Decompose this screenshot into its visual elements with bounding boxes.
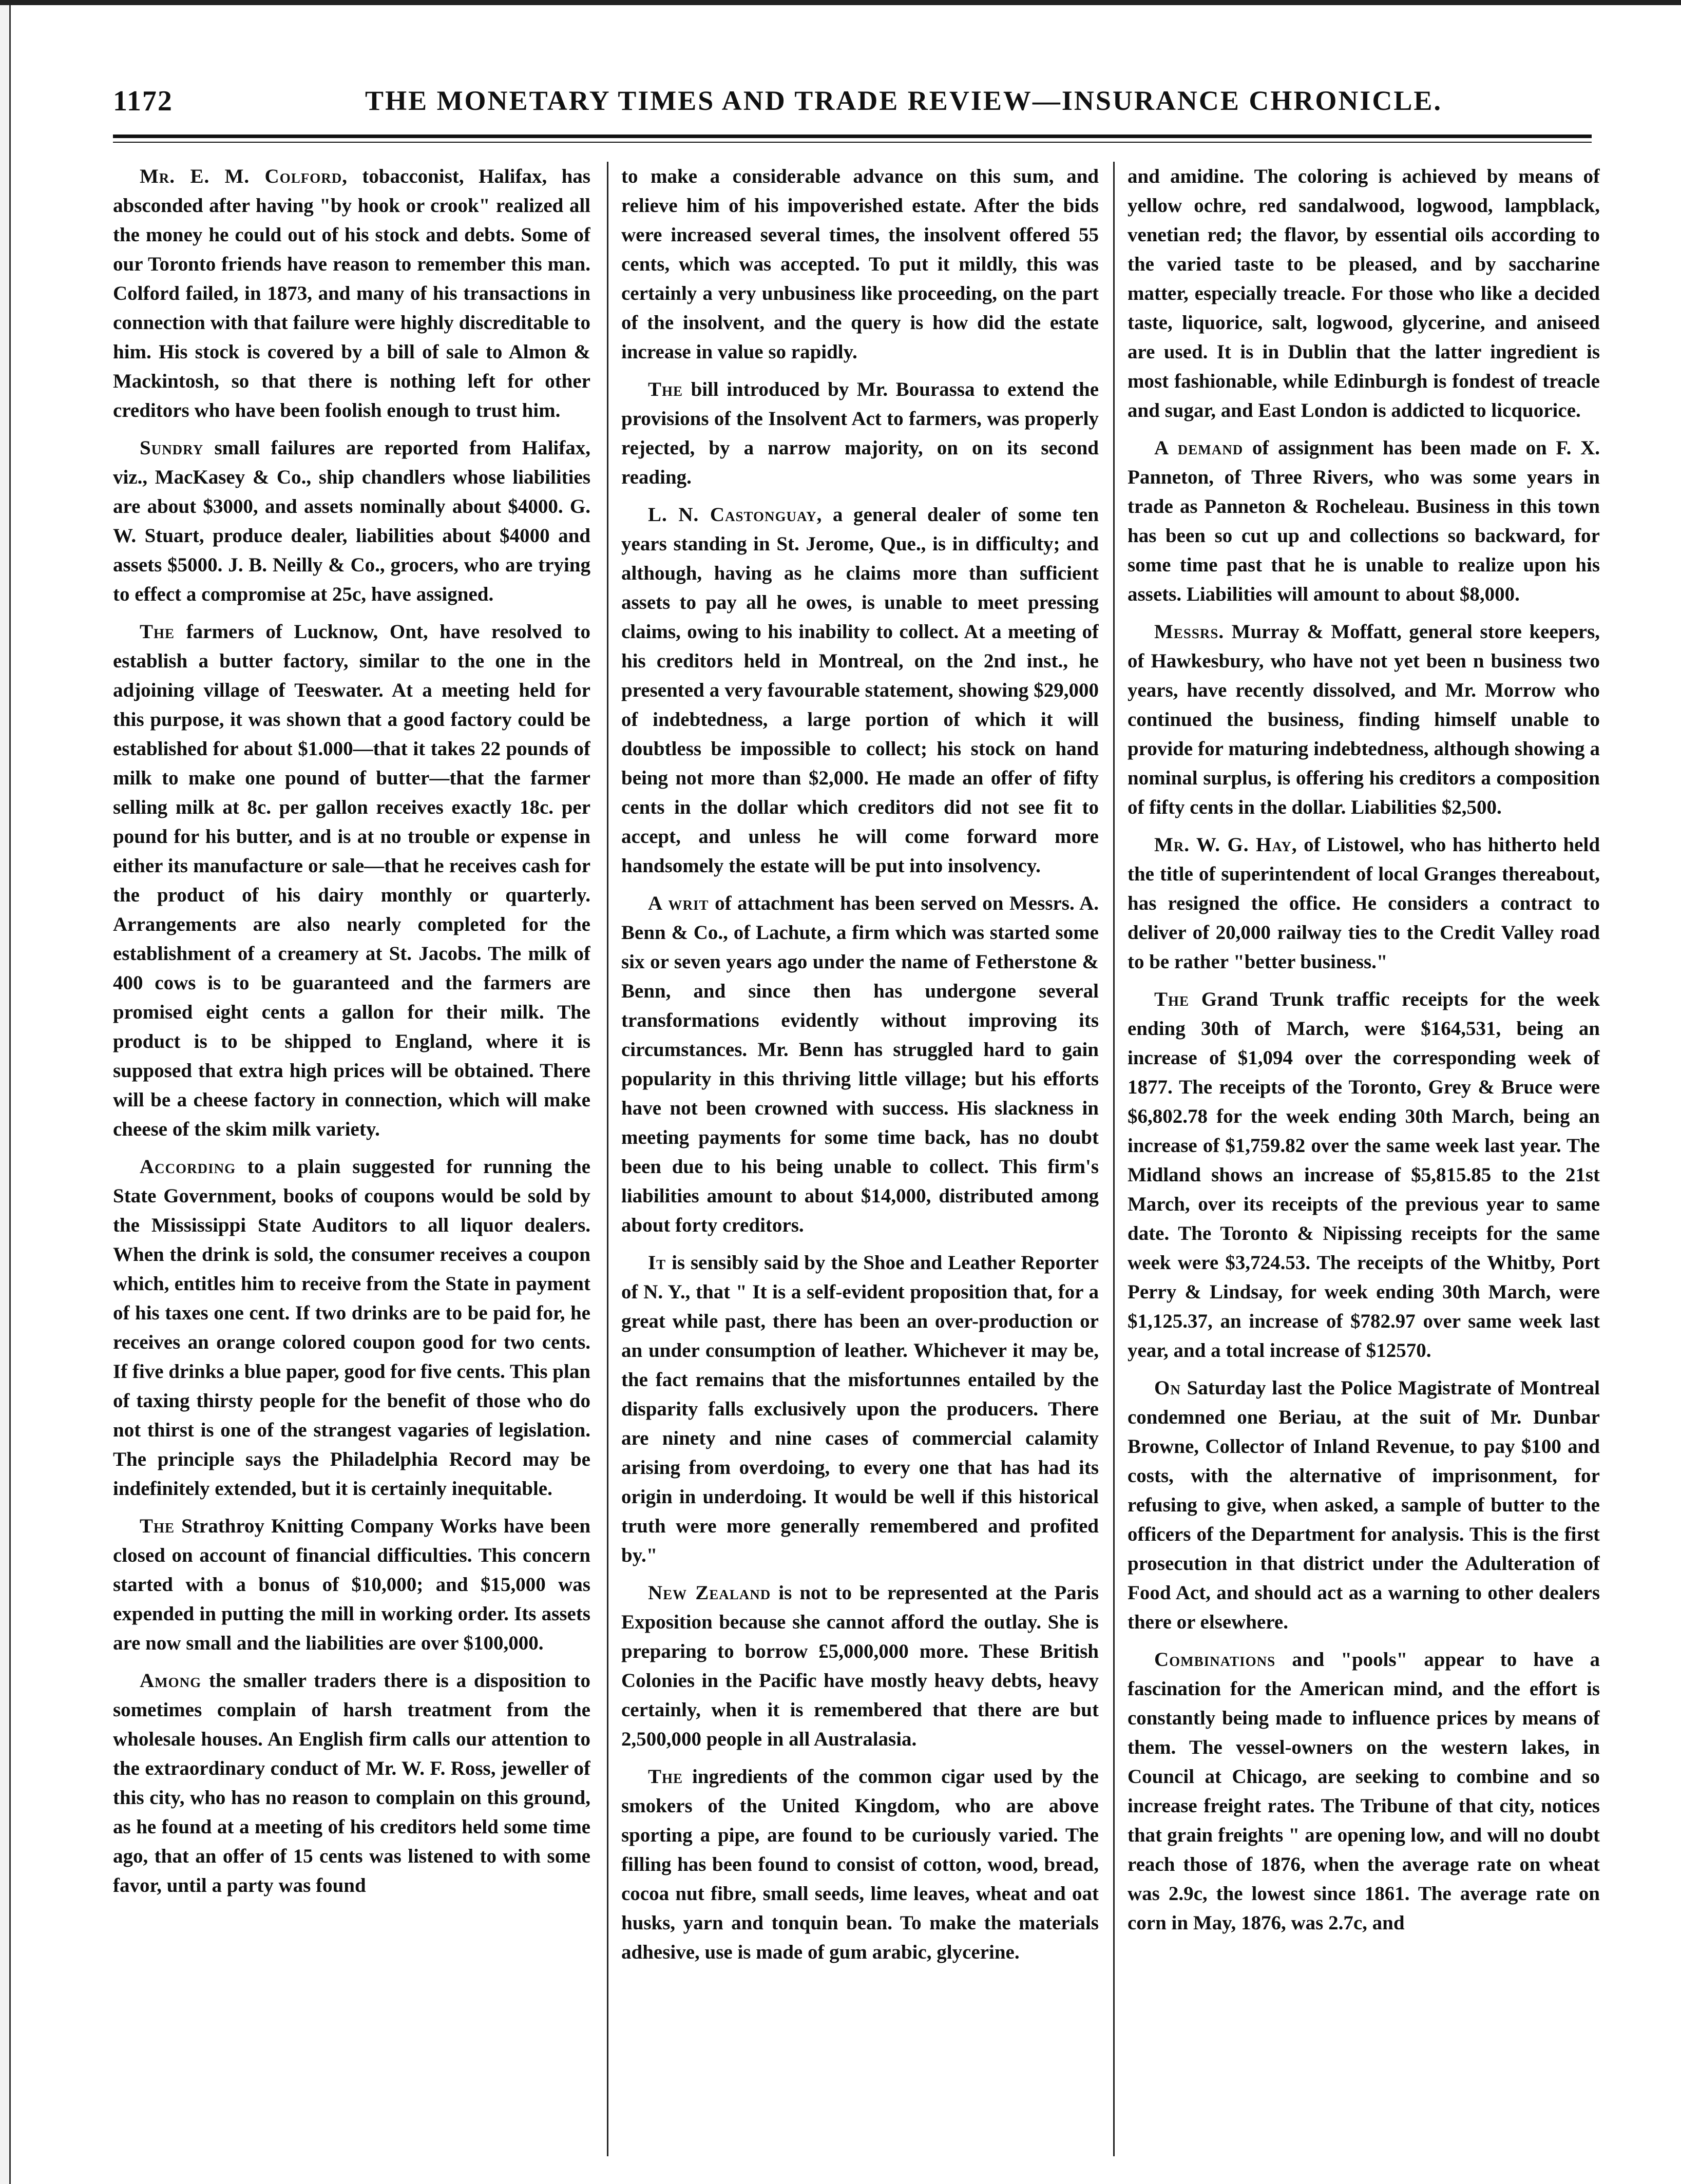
article-paragraph — [1128, 1373, 1600, 1637]
paragraph-text: and amidine. The coloring is achieved by means of yellow ochre, red sandalwood, logwood, lampblack, venetian red; the flavor, by essential oils according to the varied taste to be pleased, and by saccharine matter, especially treacle. For those who like a decided taste, liquorice, salt, logwood, glycerine, and aniseed are used. It is in Dublin that the latter ingredient is most fashionable, while Edinburgh is fondest of treacle and sugar, and East London is addicted to licquorice. — [1128, 165, 1600, 422]
article-paragraph — [113, 1152, 590, 1503]
paragraph-lead: Combinations — [1154, 1649, 1276, 1671]
article-paragraph — [1128, 162, 1600, 425]
paragraph-lead: The — [648, 378, 683, 400]
article-paragraph — [113, 617, 590, 1144]
article-paragraph — [621, 1248, 1099, 1570]
article-paragraph — [621, 1578, 1099, 1754]
paragraph-lead: L. N. Castonguay, — [648, 504, 823, 526]
paragraph-lead: Messrs. — [1154, 621, 1225, 643]
article-paragraph — [1128, 1645, 1600, 1938]
paragraph-lead: It — [648, 1252, 666, 1274]
paragraph-text: Saturday last the Police Magistrate of Montreal condemned one Beriau, at the suit of Mr. Dunbar Browne, Collector of Inland Revenue, to pay $100 and costs, with the alternative of imprisonment, for refusing to give, when asked, a sample of butter to the officers of the Department for analysis. This is the first prosecution in that district under the Adulteration of Food Act, and should act as a warning to other dealers there or elsewhere. — [1128, 1377, 1600, 1633]
paragraph-lead: Mr. E. M. Colford, — [140, 165, 348, 187]
binding-edge — [0, 0, 11, 2184]
article-paragraph — [621, 375, 1099, 492]
paragraph-text: and "pools" appear to have a fascination for the American mind, and the effort is constantly being made to influence prices by means of them. The vessel-owners on the western lakes, in Council at Chicago, are seeking to combine and so increase freight rates. The Tribune of that city, notices that grain freights " are opening low, and will no doubt reach those of 1876, when the average rate on wheat was 2.9c, the lowest since 1861. The average rate on corn in May, 1876, was 2.7c, and — [1128, 1649, 1600, 1934]
paragraph-lead: The — [140, 621, 175, 643]
page-number: 1172 — [113, 85, 173, 117]
top-border — [0, 0, 1681, 5]
paragraph-text: of attachment has been served on Messrs. A. Benn & Co., of Lachute, a firm which was started some six or seven years ago under the name of Fetherstone & Benn, and since then has undergone several transformations evidently without improving its circumstances. Mr. Benn has struggled hard to gain popularity in this thriving little village; but his efforts have not been crowned with success. His slackness in meeting payments for some time back, has no doubt been due to his being unable to collect. This firm's liabilities amount to about $14,000, distributed among about forty creditors. — [621, 892, 1099, 1236]
article-paragraph — [621, 1762, 1099, 1967]
paragraph-lead: The — [140, 1515, 175, 1537]
paragraph-lead: According — [140, 1156, 236, 1178]
paragraph-lead: The — [1154, 988, 1190, 1010]
paragraph-text: of assignment has been made on F. X. Panneton, of Three Rivers, who was some years in trade as Panneton & Rocheleau. Business in this town has been so cut up and collections so backward, for some time past that he is unable to realize upon his assets. Liabilities will amount to about $8,000. — [1128, 437, 1600, 605]
article-paragraph — [1128, 830, 1600, 976]
paragraph-lead: On — [1154, 1377, 1181, 1399]
article-paragraph — [113, 162, 590, 425]
column-divider-1 — [607, 162, 608, 2156]
header-rule-thick — [113, 135, 1592, 138]
article-paragraph — [1128, 433, 1600, 609]
paragraph-lead: Sundry — [140, 437, 204, 459]
paragraph-text: of Listowel, who has hitherto held the title of superintendent of local Granges thereabout, has resigned the office. He considers a contract to deliver of 20,000 railway ties to the Credit Valley road to be rather "better business." — [1128, 834, 1600, 973]
article-paragraph — [1128, 617, 1600, 822]
header-rule-thin — [113, 142, 1592, 143]
column-2 — [621, 162, 1099, 2164]
paragraph-text: Murray & Moffatt, general store keepers, of Hawkesbury, who have not yet been n business two years, have recently dissolved, and Mr. Morrow who continued the business, finding himself unable to provide for maturing indebtedness, although showing a nominal surplus, is offering his creditors a composition of fifty cents in the dollar. Liabilities $2,500. — [1128, 621, 1600, 818]
paragraph-text: is not to be represented at the Paris Exposition because she cannot afford the outlay. She is preparing to borrow £5,000,000 more. These British Colonies in the Pacific have mostly heavy debts, heavy certainly, when it is remembered that there are but 2,500,000 people in all Australasia. — [621, 1582, 1099, 1750]
column-divider-2 — [1113, 162, 1115, 2156]
paragraph-text: to a plain suggested for running the State Government, books of coupons would be sold by the Mississippi State Auditors to all liquor dealers. When the drink is sold, the consumer receives a coupon which, entitles him to receive from the State in payment of his taxes one cent. If two drinks are to be paid for, he receives an orange colored coupon good for two cents. If five drinks a blue paper, good for five cents. This plan of taxing thirsty people for the benefit of those who do not thirst is one of the strangest vagaries of legislation. The principle says the Philadelphia Record may be indefinitely extended, but it is certainly inequitable. — [113, 1156, 590, 1500]
paragraph-text: farmers of Lucknow, Ont, have resolved to establish a butter factory, similar to the one in the adjoining village of Teeswater. At a meeting held for this purpose, it was shown that a good factory could be established for about $1.000—that it takes 22 pounds of milk to make one pound of butter—that the farmer selling milk at 8c. per gallon receives exactly 18c. per pound for his butter, and is at no trouble or expense in either its manufacture or sale—that he receives cash for the product of his dairy monthly or quarterly. Arrangements are also nearly completed for the establishment of a creamery at St. Jacobs. The milk of 400 cows is to be guaranteed and the farmers are promised eight cents a gallon for their milk. The product is to be shipped to England, where it is supposed that extra high prices will be obtained. There will be a cheese factory in connection, which will make cheese of the skim milk variety. — [113, 621, 590, 1140]
paragraph-text: a general dealer of some ten years standing in St. Jerome, Que., is in difficulty; and although, having as he claims more than sufficient assets to pay all he owes, is unable to meet pressing claims, owing to his inability to collect. At a meeting of his creditors held in Montreal, on the 2nd inst., he presented a very favourable statement, showing $29,000 of indebtedness, a large portion of which it will doubtless be impossible to collect; his stock on hand being not more than $2,000. He made an offer of fifty cents in the dollar which creditors did not see fit to accept, and unless he will come forward more handsomely the estate will be put into insolvency. — [621, 504, 1099, 877]
paragraph-lead: Mr. W. G. Hay, — [1154, 834, 1297, 856]
paragraph-text: ingredients of the common cigar used by the smokers of the United Kingdom, who are above sporting a pipe, are found to be curiously varied. The filling has been found to consist of cotton, wood, bread, cocoa nut fibre, small seeds, lime leaves, wheat and oat husks, yarn and tonquin bean. To make the materials adhesive, use is made of gum arabic, glycerine. — [621, 1766, 1099, 1963]
article-paragraph — [113, 1666, 590, 1900]
paragraph-text: small failures are reported from Halifax, viz., MacKasey & Co., ship chandlers whose liabilities are about $3000, and assets nominally about $4000. G. W. Stuart, produce dealer, liabilities about $4000 and assets $5000. J. B. Neilly & Co., grocers, who are trying to effect a compromise at 25c, have assigned. — [113, 437, 590, 605]
paragraph-text: tobacconist, Halifax, has absconded after having "by hook or crook" realized all the money he could out of his stock and debts. Some of our Toronto friends have reason to remember this man. Colford failed, in 1873, and many of his transactions in connection with that failure were highly discreditable to him. His stock is covered by a bill of sale to Almon & Mackintosh, so that there is nothing left for other creditors who have been foolish enough to trust him. — [113, 165, 590, 422]
paragraph-text: bill introduced by Mr. Bourassa to extend the provisions of the Insolvent Act to farmers, was properly rejected, by a narrow majority, on on its second reading. — [621, 378, 1099, 488]
article-paragraph — [1128, 985, 1600, 1365]
paragraph-text: Grand Trunk traffic receipts for the week ending 30th of March, were $164,531, being an increase of $1,094 over the corresponding week of 1877. The receipts of the Toronto, Grey & Bruce were $6,802.78 for the week ending 30th March, being an increase of $1,759.82 over the same week last year. The Midland shows an increase of $5,815.85 to the 21st March, over its receipts of the previous year to same date. The Toronto & Nipissing receipts for the same week were $3,724.53. The receipts of the Whitby, Port Perry & Lindsay, for week ending 30th March, were $1,125.37, an increase of $782.97 over same week last year, and a total increase of $12570. — [1128, 988, 1600, 1362]
paragraph-text: Strathroy Knitting Company Works have been closed on account of financial difficulties. This concern started with a bonus of $10,000; and $15,000 was expended in putting the mill in working order. Its assets are now small and the liabilities are over $100,000. — [113, 1515, 590, 1654]
paragraph-lead: A demand — [1154, 437, 1244, 459]
article-paragraph — [621, 162, 1099, 367]
article-paragraph — [621, 889, 1099, 1240]
paragraph-lead: New Zealand — [648, 1582, 771, 1604]
paragraph-lead: Among — [140, 1670, 202, 1692]
article-paragraph — [113, 1511, 590, 1658]
paragraph-lead: A writ — [648, 892, 709, 914]
paragraph-text: the smaller traders there is a disposition to sometimes complain of harsh treatment from the wholesale houses. An English firm calls our attention to the extraordinary conduct of Mr. W. F. Ross, jeweller of this city, who has no reason to complain on this ground, as he found at a meeting of his creditors held some time ago, that an offer of 15 cents was listened to with some favor, until a party was found — [113, 1670, 590, 1896]
column-1 — [113, 162, 590, 2164]
column-3 — [1128, 162, 1600, 2164]
paragraph-text: to make a considerable advance on this sum, and relieve him of his impoverished estate. After the bids were increased several times, the insolvent offered 55 cents, which was accepted. To put it mildly, this was certainly a very unbusiness like proceeding, on the part of the insolvent, and the query is how did the estate increase in value so rapidly. — [621, 165, 1099, 363]
paragraph-text: is sensibly said by the Shoe and Leather Reporter of N. Y., that " It is a self-evident proposition that, for a great while past, there has been an over-production or an under consumption of leather. Whichever it may be, the fact remains that the misfortunnes entailed by the disparity falls exclusively upon the producers. There are ninety and nine cases of commercial calamity arising from overdoing, to every one that has had its origin in underdoing. It would be well if this historical truth were more generally remembered and profited by." — [621, 1252, 1099, 1566]
running-title: THE MONETARY TIMES AND TRADE REVIEW—INSURANCE CHRONICLE. — [365, 85, 1442, 116]
page-header — [113, 85, 1592, 126]
article-paragraph — [113, 433, 590, 609]
paragraph-lead: The — [648, 1766, 683, 1788]
article-paragraph — [621, 500, 1099, 880]
